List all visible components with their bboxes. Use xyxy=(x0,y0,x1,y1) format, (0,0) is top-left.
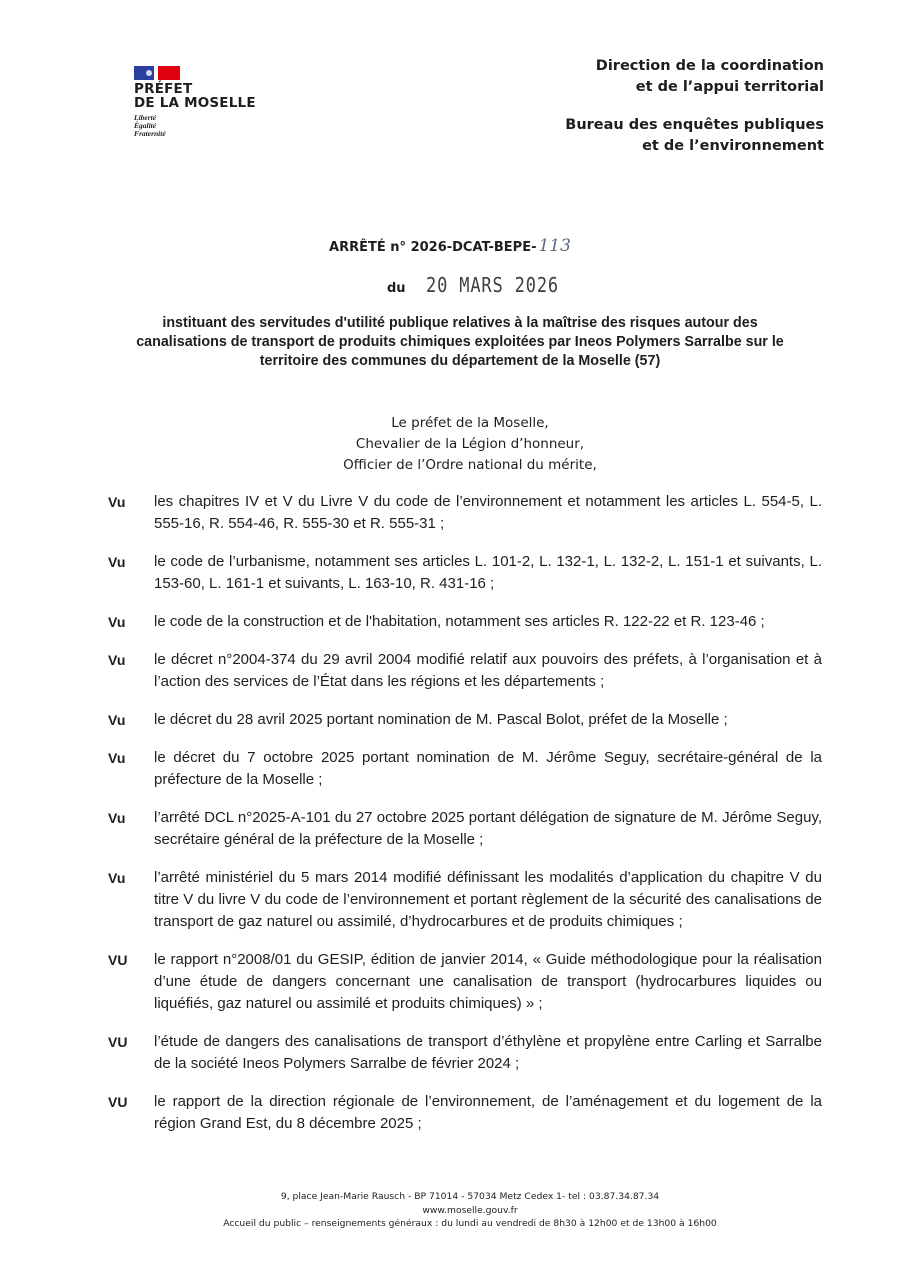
visa-label: Vu xyxy=(108,494,126,510)
visa-label: Vu xyxy=(108,554,126,570)
visas-list xyxy=(106,491,822,1135)
direction-line1: Direction de la coordination xyxy=(595,58,824,74)
motto-liberte: Liberté xyxy=(134,113,157,122)
visa-text: l’arrêté ministériel du 5 mars 2014 modifié définissant les modalités d’application du chapitre V du titre V du livre V du code de l’environnement et portant règlement de la sécurité des canalisations de transport de gaz naturel ou assimilé, d’hydrocarbures et de produits chimiques ; xyxy=(154,869,822,930)
visa-item xyxy=(106,709,822,731)
bureau-line1: Bureau des enquêtes publiques xyxy=(565,117,824,133)
prefet-line1: Le préfet de la Moselle, xyxy=(391,415,549,431)
visa-label: Vu xyxy=(108,712,126,728)
footer-address: 9, place Jean-Marie Rausch - BP 71014 - 57034 Metz Cedex 1- tel : 03.87.34.87.34 xyxy=(280,1191,660,1202)
visa-item xyxy=(106,1031,822,1075)
visa-label: VU xyxy=(108,1034,128,1050)
visa-item xyxy=(106,611,822,633)
visa-label: VU xyxy=(108,952,128,968)
arrete-title xyxy=(110,314,810,371)
visa-item xyxy=(106,807,822,851)
visa-text: le décret du 7 octobre 2025 portant nomination de M. Jérôme Seguy, secrétaire-général de la préfecture de la Moselle ; xyxy=(154,749,822,788)
visa-item xyxy=(106,747,822,791)
marianne-flag-icon xyxy=(134,66,180,80)
visa-item xyxy=(106,1091,822,1135)
page-footer xyxy=(0,1190,900,1231)
visa-label: Vu xyxy=(108,870,126,886)
bureau-line2: et de l’environnement xyxy=(642,138,824,154)
logo-motto xyxy=(134,114,284,138)
visa-text: l’arrêté DCL n°2025-A-101 du 27 octobre 2025 portant délégation de signature de M. Jérôme Seguy, secrétaire général de la préfecture de la Moselle ; xyxy=(154,809,822,848)
visa-item xyxy=(106,491,822,535)
logo-title-line2: DE LA MOSELLE xyxy=(134,95,256,111)
visa-text: le rapport n°2008/01 du GESIP, édition de janvier 2014, « Guide méthodologique pour la réalisation d’une étude de dangers concernant une canalisation de transport (hydrocarbures liquides ou liquéfiés, gaz naturel ou assimilé et produits chimiques) » ; xyxy=(154,951,822,1012)
direction-line2: et de l’appui territorial xyxy=(635,79,824,95)
arrete-label: ARRÊTÉ n° 2026-DCAT-BEPE- xyxy=(329,240,537,255)
visa-text: le code de la construction et de l'habitation, notamment ses articles R. 122-22 et R. 123-46 ; xyxy=(154,613,765,630)
visa-item xyxy=(106,949,822,1015)
visa-item xyxy=(106,867,822,933)
visa-label: Vu xyxy=(108,652,126,668)
du-label: du xyxy=(387,281,406,296)
direction-block xyxy=(565,56,824,98)
visa-label: Vu xyxy=(108,810,126,826)
title-line1: instituant des servitudes d'utilité publique relatives à la maîtrise des risques autour des xyxy=(162,315,758,331)
visa-text: le décret du 28 avril 2025 portant nomination de M. Pascal Bolot, préfet de la Moselle ; xyxy=(154,711,728,728)
prefet-line3: Officier de l’Ordre national du mérite, xyxy=(343,457,597,473)
visa-item xyxy=(106,551,822,595)
visa-text: le décret n°2004-374 du 29 avril 2004 modifié relatif aux pouvoirs des préfets, à l’organisation et à l’action des services de l’État dans les régions et les départements ; xyxy=(154,651,822,690)
title-line3: territoire des communes du département de la Moselle (57) xyxy=(259,353,661,369)
bureau-block xyxy=(565,115,824,157)
issuing-service xyxy=(565,56,824,157)
visa-text: le code de l’urbanisme, notamment ses articles L. 101-2, L. 132-1, L. 132-2, L. 151-1 et suivants, L. 153-60, L. 161-1 et suivants, L. 163-10, R. 431-16 ; xyxy=(154,553,822,592)
title-line2: canalisations de transport de produits chimiques exploitées par Ineos Polymers Sarralbe sur le xyxy=(136,334,784,350)
visa-text: le rapport de la direction régionale de l’environnement, de l’aménagement et du logement de la région Grand Est, du 8 décembre 2025 ; xyxy=(154,1093,822,1132)
visa-label: VU xyxy=(108,1094,128,1110)
visa-text: l’étude de dangers des canalisations de transport d’éthylène et propylène entre Carling et Sarralbe de la société Ineos Polymers Sarralbe de février 2024 ; xyxy=(154,1033,822,1072)
flag-blue xyxy=(134,66,154,80)
prefet-line2: Chevalier de la Légion d’honneur, xyxy=(355,436,585,452)
prefet-qualities xyxy=(0,413,900,476)
footer-hours: Accueil du public – renseignements généraux : du lundi au vendredi de 8h30 à 12h00 et de 13h00 à 16h00 xyxy=(223,1218,717,1229)
visa-label: Vu xyxy=(108,614,126,630)
handwritten-number: 113 xyxy=(538,236,571,256)
flag-red xyxy=(158,66,180,80)
prefecture-logo xyxy=(134,66,284,138)
arrete-date xyxy=(387,273,582,297)
logo-title-line1: PRÉFET xyxy=(134,81,193,97)
arrete-number xyxy=(0,236,900,256)
visa-label: Vu xyxy=(108,750,126,766)
visa-text: les chapitres IV et V du Livre V du code de l’environnement et notamment les articles L. 554-5, L. 555-16, R. 554-46, R. 555-30 et R. 555-31 ; xyxy=(154,493,822,532)
footer-website[interactable]: www.moselle.gouv.fr xyxy=(422,1204,518,1216)
visa-item xyxy=(106,649,822,693)
motto-fraternite: Fraternité xyxy=(134,129,166,138)
motto-egalite: Égalité xyxy=(134,121,157,130)
date-stamp: 20 MARS 2026 xyxy=(425,273,559,297)
